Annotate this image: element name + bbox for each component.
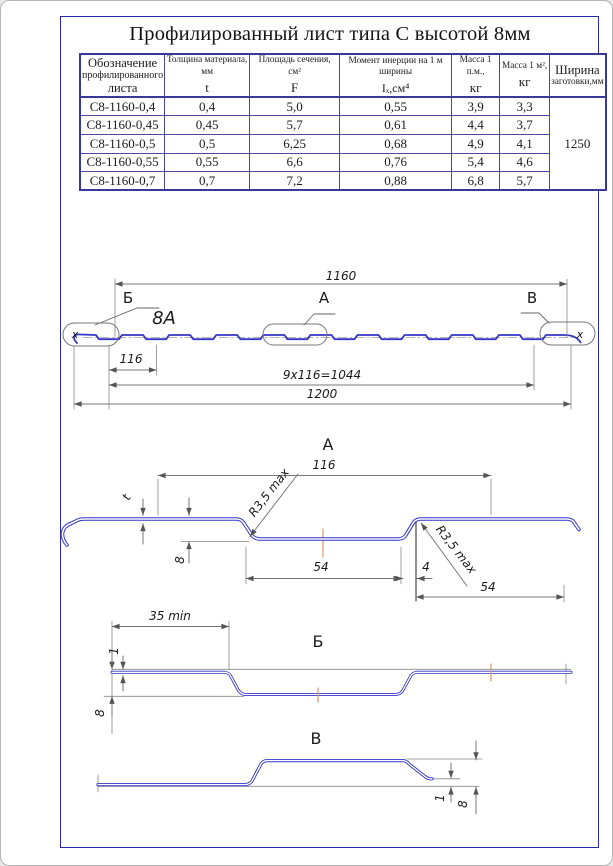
- cell-F: 7,2: [250, 172, 340, 191]
- cell-mass-m2: 3,7: [500, 116, 550, 135]
- table-row: [80, 172, 606, 191]
- section-a: [62, 435, 579, 602]
- cell-mass-pm: 5,4: [452, 153, 500, 172]
- leader-b: [95, 308, 159, 325]
- header-line: листа: [107, 81, 138, 96]
- cell-I: 0,68: [340, 134, 452, 153]
- cell-t: 0,45: [165, 116, 250, 135]
- cell-designation: С8-1160-0,7: [80, 172, 165, 191]
- section-v-title: В: [310, 729, 322, 748]
- dim-116: 116: [119, 352, 143, 366]
- radius-note-right: R3,5 max: [432, 522, 480, 577]
- cell-F: 5,0: [250, 97, 340, 116]
- extension-lines: [104, 621, 571, 734]
- detail-callout-v: [540, 322, 595, 345]
- callout-label-a: А: [318, 289, 330, 307]
- section-b-title: Б: [312, 632, 324, 651]
- dim-1: 1: [107, 647, 121, 655]
- col-header-area: Площадь сечения, см² F: [250, 54, 340, 97]
- section-mark-x-left: x: [71, 328, 79, 341]
- cell-mass-pm: 4,9: [452, 134, 500, 153]
- section-mark-x-right: x: [576, 328, 584, 341]
- dim-54-right: 54: [480, 580, 496, 594]
- section-v-profile: [98, 761, 432, 785]
- dimension-lines: [143, 474, 564, 597]
- label-8a: 8А: [152, 308, 176, 329]
- callout-label-v: В: [526, 289, 538, 307]
- cell-mass-pm: 6,8: [452, 172, 500, 191]
- cell-designation: С8-1160-0,45: [80, 116, 165, 135]
- cell-blank-width: 1250: [550, 97, 606, 190]
- section-b-profile-inner: [112, 672, 571, 694]
- table-row: [80, 134, 606, 153]
- col-header-thickness: Толщина материала, мм t: [165, 54, 250, 97]
- dim-1: 1: [433, 794, 447, 802]
- spec-table: [79, 53, 607, 191]
- dim-8: 8: [93, 709, 107, 717]
- table-row: [80, 153, 606, 172]
- section-a-title: А: [322, 435, 334, 454]
- leader-v: [521, 313, 549, 323]
- cell-designation: С8-1160-0,55: [80, 153, 165, 172]
- cell-mass-m2: 4,6: [500, 153, 550, 172]
- col-header-mass-pm: Масса 1 п.м., кг: [452, 54, 500, 97]
- cell-designation: С8-1160-0,5: [80, 134, 165, 153]
- cell-t: 0,4: [165, 97, 250, 116]
- cell-mass-pm: 3,9: [452, 97, 500, 116]
- leader-a: [304, 314, 335, 325]
- cell-I: 0,55: [340, 97, 452, 116]
- col-header-designation: [80, 54, 165, 97]
- dim-8: 8: [456, 800, 470, 808]
- table-row: [80, 116, 606, 135]
- cell-I: 0,88: [340, 172, 452, 191]
- col-header-width: Ширина заготовки,мм: [550, 54, 606, 97]
- dim-1200: 1200: [306, 387, 338, 401]
- cell-t: 0,5: [165, 134, 250, 153]
- dim-9x116: 9x116=1044: [282, 368, 362, 382]
- cell-designation: С8-1160-0,4: [80, 97, 165, 116]
- cell-I: 0,76: [340, 153, 452, 172]
- dim-54-bottom: 54: [313, 560, 329, 574]
- cell-F: 6,25: [250, 134, 340, 153]
- cell-mass-m2: 5,7: [500, 172, 550, 191]
- dim-116: 116: [312, 458, 336, 472]
- section-v: [98, 729, 482, 814]
- col-header-inertia: Момент инерции на 1 м ширины Iₓ,см⁴: [340, 54, 452, 97]
- section-b: [93, 609, 571, 734]
- radius-note-left: R3,5 max: [245, 465, 293, 520]
- section-a-profile-inner: [62, 519, 579, 545]
- header-line: Обозначение: [88, 55, 158, 70]
- dim-8: 8: [173, 556, 187, 564]
- dim-t: t: [119, 491, 134, 503]
- dim-1160: 1160: [325, 269, 357, 283]
- callout-label-b: Б: [122, 289, 134, 307]
- cell-mass-m2: 3,3: [500, 97, 550, 116]
- cell-t: 0,55: [165, 153, 250, 172]
- header-line: профилированного: [82, 70, 164, 82]
- section-b-profile: [112, 672, 571, 694]
- table-row: [80, 97, 606, 116]
- dim-4: 4: [422, 560, 430, 574]
- page-title: Профилированный лист типа С высотой 8мм: [129, 23, 531, 45]
- cell-I: 0,61: [340, 116, 452, 135]
- cell-mass-m2: 4,1: [500, 134, 550, 153]
- table-header-row: [80, 54, 606, 97]
- dim-35min: 35 min: [149, 609, 191, 623]
- section-a-profile: [62, 519, 579, 545]
- cell-t: 0,7: [165, 172, 250, 191]
- cell-F: 5,7: [250, 116, 340, 135]
- cell-mass-pm: 4,4: [452, 116, 500, 135]
- profile-drawings: [1, 259, 613, 859]
- section-v-profile-inner: [98, 761, 432, 785]
- col-header-mass-m2: Масса 1 м², кг: [500, 54, 550, 97]
- profile-overview: [63, 269, 595, 409]
- cell-F: 6,6: [250, 153, 340, 172]
